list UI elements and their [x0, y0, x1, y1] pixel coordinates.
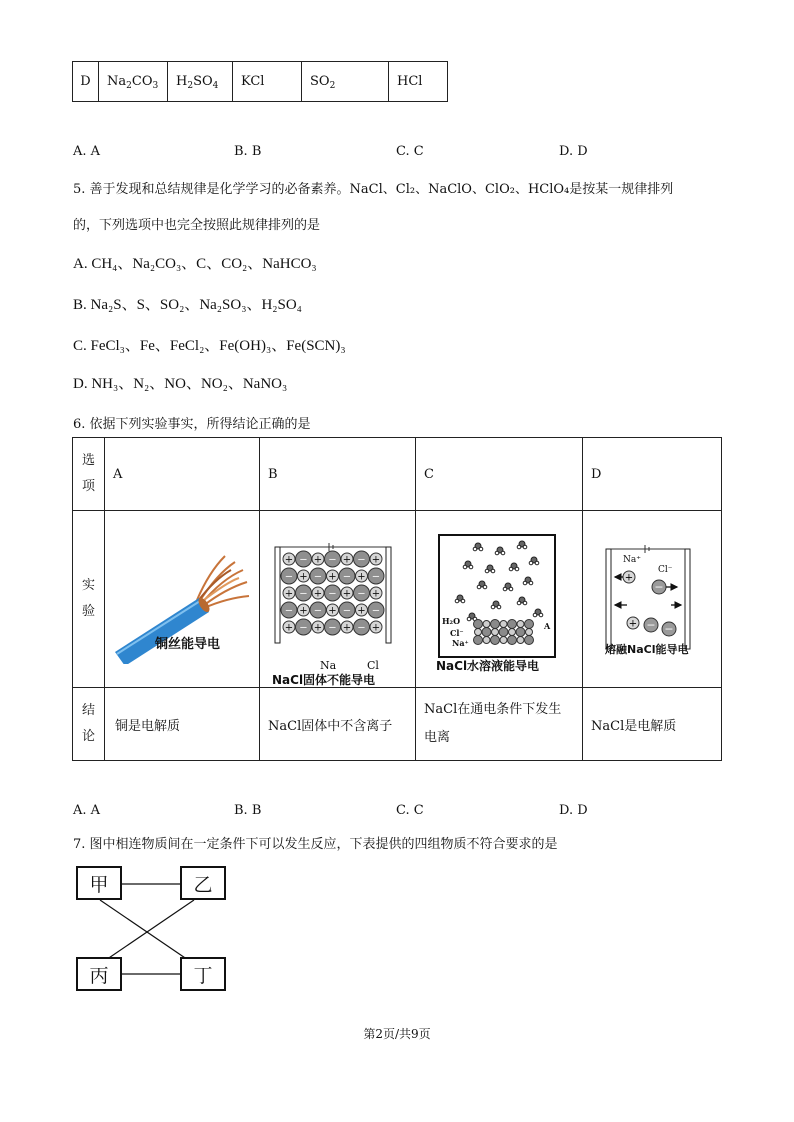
na-ion	[312, 621, 324, 634]
cl-ion	[354, 551, 370, 567]
svg-text:−: −	[357, 554, 366, 566]
header-col-a: A	[105, 438, 260, 511]
na-ion	[298, 604, 310, 617]
cl-ion	[296, 585, 312, 601]
na-ion	[356, 604, 368, 617]
question-6-stem: 6. 依据下列实验事实，所得结论正确的是	[73, 417, 311, 432]
top-table-row-label: D	[73, 62, 99, 102]
label-cl: Cl	[367, 659, 379, 672]
header-col-c: C	[416, 438, 583, 511]
na-ion	[341, 621, 353, 634]
conclusion-a: 铜是电解质	[105, 688, 260, 761]
ion-na-plus-2	[627, 617, 639, 630]
svg-text:−: −	[342, 571, 352, 583]
svg-text:−: −	[299, 588, 308, 600]
svg-text:+: +	[342, 588, 352, 600]
cl-ion	[310, 602, 326, 618]
cl-ion	[354, 619, 370, 635]
q5-option-c[interactable]: C. FeCl₃、Fe、FeCl₂、Fe(OH)₃、Fe(SCN)₃	[73, 338, 346, 354]
crystal-na-ion	[492, 629, 499, 636]
crystal-na-ion	[500, 637, 507, 644]
svg-text:−: −	[646, 618, 656, 632]
svg-text:−: −	[284, 605, 294, 617]
svg-text:−: −	[328, 622, 337, 634]
svg-text:+: +	[284, 554, 294, 566]
experiment-cell-d	[583, 511, 722, 688]
question-7-stem: 7. 图中相连物质间在一定条件下可以发生反应，下表提供的四组物质不符合要求的是	[73, 837, 558, 852]
svg-text:−: −	[328, 588, 337, 600]
question-5-line-1: 5. 善于发现和总结规律是化学学习的必备素养。NaCl、Cl₂、NaClO、ClO₂、HClO₄是按某一规律排列	[73, 182, 674, 197]
ion-na-plus-1	[623, 571, 635, 584]
crystal-cl-ion	[491, 636, 500, 645]
cl-ion	[354, 585, 370, 601]
crystal-na-ion	[483, 637, 490, 644]
crystal-cl-ion	[508, 636, 517, 645]
svg-text:+: +	[342, 554, 352, 566]
na-ion	[327, 570, 339, 583]
crystal-cl-ion	[491, 620, 500, 629]
cl-ion	[368, 602, 384, 618]
top-table-cell: $SO_2$	[302, 62, 389, 102]
crystal-na-ion	[526, 629, 533, 636]
svg-text:−: −	[357, 588, 366, 600]
label-cl-minus-d: Cl⁻	[658, 565, 673, 575]
choice-a[interactable]: A. A	[73, 144, 101, 159]
conclusion-b: NaCl固体中不含离子	[260, 688, 416, 761]
svg-text:−: −	[654, 580, 664, 594]
cl-ion	[325, 551, 341, 567]
top-table-cell: HCl	[389, 62, 448, 102]
wire-insulation	[115, 598, 209, 664]
box-yi: 乙	[180, 866, 226, 900]
top-table-cell: $Na_2CO_3$	[99, 62, 168, 102]
experiment-label: 实验	[81, 578, 95, 619]
top-table-cell: KCl	[233, 62, 302, 102]
box-bing: 丙	[76, 957, 122, 991]
cl-ion	[368, 568, 384, 584]
crystal-cl-ion	[474, 620, 483, 629]
crystal-cl-ion	[525, 620, 534, 629]
cl-ion	[310, 568, 326, 584]
svg-text:+: +	[357, 605, 366, 617]
svg-text:+: +	[371, 622, 381, 634]
electrode-left	[275, 547, 280, 643]
choice-b[interactable]: B. B	[234, 144, 262, 159]
na-ion	[341, 553, 353, 566]
na-ion	[312, 553, 324, 566]
experiment-label-cell	[73, 511, 105, 688]
ion-cl-minus-3	[662, 622, 676, 636]
na-ion	[356, 570, 368, 583]
na-ion	[298, 570, 310, 583]
q5-option-a[interactable]: A. CH₄、Na₂CO₃、C、CO₂、NaHCO₃	[73, 256, 317, 272]
svg-text:+: +	[371, 554, 381, 566]
ion-cl-minus-2	[644, 618, 658, 632]
label-cl-minus: Cl⁻	[450, 628, 464, 638]
na-ion	[283, 553, 295, 566]
svg-text:−: −	[299, 622, 308, 634]
crystal-na-ion	[517, 621, 524, 628]
na-ion	[283, 587, 295, 600]
cl-ion	[296, 619, 312, 635]
choice-c-2[interactable]: C. C	[396, 803, 424, 818]
question-5-line-2: 的，下列选项中也完全按照此规律排列的是	[73, 218, 321, 233]
cl-ion	[325, 619, 341, 635]
svg-text:−: −	[299, 554, 308, 566]
header-col-d: D	[583, 438, 722, 511]
conclusion-d: NaCl是电解质	[583, 688, 722, 761]
svg-text:+: +	[328, 571, 337, 583]
label-a: A	[544, 621, 551, 631]
svg-text:+: +	[328, 605, 337, 617]
svg-text:+: +	[624, 572, 634, 584]
label-na-plus: Na⁺	[452, 638, 469, 648]
svg-text:−: −	[371, 571, 381, 583]
na-ion	[370, 587, 382, 600]
page-footer: 第2页/共9页	[363, 1027, 431, 1041]
crystal-cl-ion	[482, 628, 491, 637]
svg-text:−: −	[342, 605, 352, 617]
choice-d[interactable]: D. D	[559, 144, 588, 159]
box-jia: 甲	[76, 866, 122, 900]
label-h2o: H₂O	[442, 616, 461, 626]
choice-b-2[interactable]: B. B	[234, 803, 262, 818]
box-ding: 丁	[180, 957, 226, 991]
choice-a-2[interactable]: A. A	[73, 803, 101, 818]
header-label: 选项	[81, 453, 95, 494]
svg-text:+: +	[313, 622, 323, 634]
crystal-na-ion	[509, 629, 516, 636]
conclusion-label: 结论	[81, 703, 95, 744]
header-label-cell	[73, 438, 105, 511]
svg-text:+: +	[299, 605, 308, 617]
crystal-na-ion	[475, 629, 482, 636]
svg-text:+: +	[299, 571, 308, 583]
crystal-cl-ion	[508, 620, 517, 629]
svg-text:−: −	[313, 605, 323, 617]
cl-ion	[339, 602, 355, 618]
experiment-table	[72, 437, 722, 761]
svg-text:−: −	[357, 622, 366, 634]
choice-d-2[interactable]: D. D	[559, 803, 588, 818]
svg-text:−: −	[284, 571, 294, 583]
cl-ion	[296, 551, 312, 567]
na-ion	[312, 587, 324, 600]
caption-d: 熔融NaCl能导电	[605, 643, 689, 656]
nacl-solid-figure	[273, 541, 393, 661]
svg-text:+: +	[357, 571, 366, 583]
ion-cl-minus-1	[652, 580, 666, 594]
label-na: Na	[320, 659, 337, 672]
experiment-cell-b	[260, 511, 416, 688]
crystal-na-ion	[517, 637, 524, 644]
na-ion	[370, 621, 382, 634]
svg-text:+: +	[371, 588, 381, 600]
crystal-na-ion	[500, 621, 507, 628]
electrode-right	[386, 547, 391, 643]
svg-text:+: +	[284, 622, 294, 634]
crystal-cl-ion	[474, 636, 483, 645]
svg-text:+: +	[284, 588, 294, 600]
cl-ion	[281, 568, 297, 584]
caption-c: NaCl水溶液能导电	[436, 659, 540, 673]
conclusion-label-cell	[73, 688, 105, 761]
molten-nacl-figure	[603, 545, 693, 653]
cl-ion	[339, 568, 355, 584]
crystal-cl-ion	[516, 628, 525, 637]
crystal-cl-ion	[499, 628, 508, 637]
na-ion	[341, 587, 353, 600]
na-ion	[327, 604, 339, 617]
svg-text:−: −	[664, 622, 674, 636]
crystal-cl-ion	[525, 636, 534, 645]
cl-ion	[281, 602, 297, 618]
label-na-plus-d: Na⁺	[623, 555, 641, 565]
svg-text:−: −	[328, 554, 337, 566]
svg-text:+: +	[313, 554, 323, 566]
cl-ion	[325, 585, 341, 601]
svg-text:−: −	[371, 605, 381, 617]
conclusion-c: NaCl在通电条件下发生电离	[416, 688, 583, 761]
experiment-cell-c	[416, 511, 583, 688]
header-col-b: B	[260, 438, 416, 511]
experiment-cell-a	[105, 511, 260, 688]
svg-text:+: +	[628, 618, 638, 630]
q5-option-d[interactable]: D. NH₃、N₂、NO、NO₂、NaNO₃	[73, 376, 288, 392]
caption-a: 铜丝能导电	[155, 637, 221, 652]
na-ion	[370, 553, 382, 566]
crystal-na-ion	[483, 621, 490, 628]
q5-option-b[interactable]: B. Na₂S、S、SO₂、Na₂SO₃、H₂SO₄	[73, 297, 302, 313]
svg-text:−: −	[313, 571, 323, 583]
svg-text:+: +	[342, 622, 352, 634]
svg-text:+: +	[313, 588, 323, 600]
top-table-cell: $H_2SO_4$	[168, 62, 233, 102]
na-ion	[283, 621, 295, 634]
top-table	[72, 61, 448, 102]
caption-b: NaCl固体不能导电	[272, 673, 376, 687]
choice-c[interactable]: C. C	[396, 144, 424, 159]
